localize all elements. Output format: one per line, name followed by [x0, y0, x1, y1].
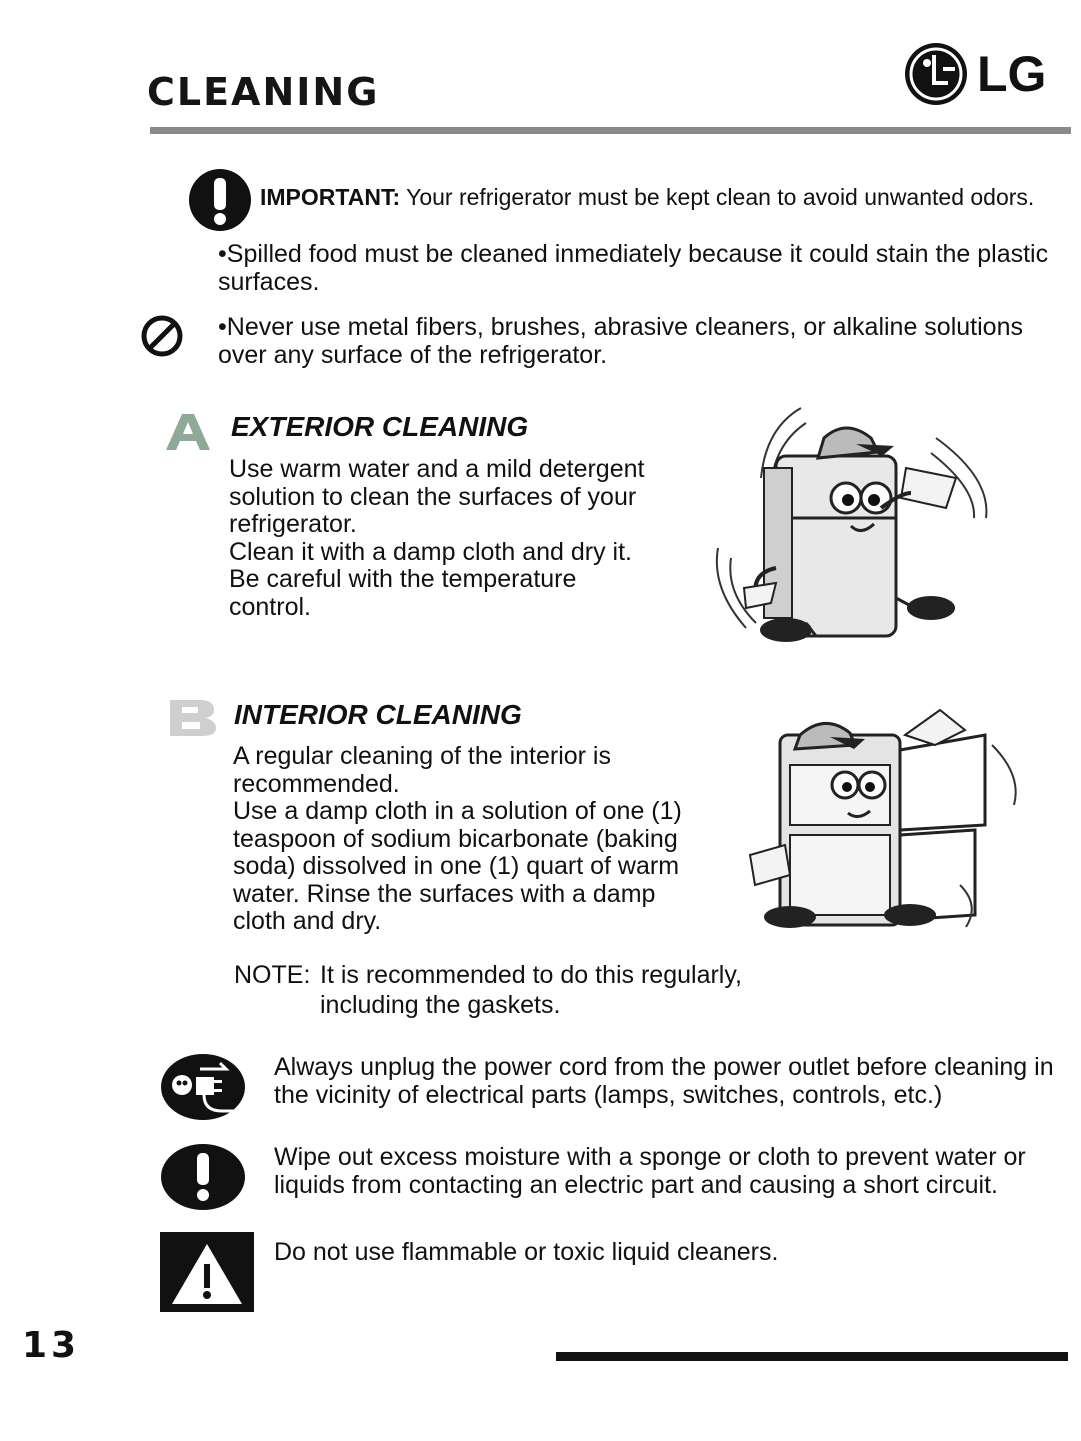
section-b-letter-icon: [166, 698, 218, 736]
body-line: A regular cleaning of the interior is: [233, 742, 611, 770]
page-title: CLEANING: [147, 70, 380, 114]
body-line: Clean it with a damp cloth and dry it.: [229, 537, 632, 566]
bullet-text: Never use metal fibers, brushes, abrasive cleaners, or alkaline solutions over any surface of the refrigerator.: [218, 313, 1023, 369]
bullet-dot: •: [218, 240, 227, 268]
bullet-dot: •: [218, 313, 227, 341]
warning-flammable: [160, 1232, 1060, 1314]
section-title-interior: INTERIOR CLEANING: [234, 699, 522, 730]
important-message: Your refrigerator must be kept clean to avoid unwanted odors.: [406, 184, 1035, 210]
important-callout: [188, 168, 1068, 228]
brand-logo: [903, 38, 1073, 110]
warning-text: Always unplug the power cord from the power outlet before cleaning in the vicinity of electrical parts (lamps, switches, controls, etc.): [274, 1053, 1054, 1109]
fridge-mascot-open-doors-illustration: [730, 705, 1030, 945]
note-line-1: It is recommended to do this regularly,: [320, 961, 742, 989]
lg-face-icon: [903, 41, 969, 107]
warning-triangle-icon: [160, 1232, 254, 1312]
body-line: soda) dissolved in one (1) quart of warm: [233, 852, 680, 880]
important-text: [260, 184, 1034, 211]
bullet-never-use: [218, 313, 1038, 369]
body-line: control.: [229, 592, 311, 621]
body-line: Be careful with the temperature: [229, 565, 577, 593]
warning-text: Wipe out excess moisture with a sponge or cloth to prevent water or liquids from contacting an electric part and causing a short circuit.: [274, 1143, 1026, 1199]
note-line-2: including the gaskets.: [320, 991, 561, 1019]
body-line: solution to clean the surfaces of your: [229, 482, 637, 511]
body-line: teaspoon of sodium bicarbonate (baking: [233, 824, 678, 853]
section-a-letter-icon: [162, 412, 214, 450]
bullet-text: Spilled food must be cleaned inmediately because it could stain the plastic surfaces.: [218, 240, 1049, 296]
warning-text: Do not use flammable or toxic liquid cleaners.: [274, 1238, 779, 1266]
note-label: NOTE:: [234, 961, 311, 989]
note-block: [234, 960, 742, 1020]
exclamation-icon: [160, 1143, 246, 1211]
header-divider: [150, 127, 1071, 134]
brand-wordmark: LG: [977, 46, 1047, 102]
section-title-exterior: EXTERIOR CLEANING: [231, 411, 529, 442]
unplug-icon: [160, 1053, 246, 1121]
body-line: Use warm water and a mild detergent: [229, 455, 645, 483]
body-line: cloth and dry.: [233, 907, 382, 935]
body-line: refrigerator.: [229, 510, 357, 538]
warning-unplug: [160, 1053, 1060, 1123]
page-number: 13: [22, 1325, 81, 1366]
footer-divider: [556, 1352, 1068, 1361]
body-line: recommended.: [233, 769, 400, 798]
body-line: Use a damp cloth in a solution of one (1): [233, 797, 682, 825]
section-body-interior: [233, 743, 703, 936]
body-line: water. Rinse the surfaces with a damp: [233, 879, 656, 908]
prohibited-icon: [138, 312, 186, 360]
bullet-spilled-food: [218, 240, 1058, 296]
section-body-exterior: [229, 456, 699, 621]
exclamation-icon: [188, 168, 252, 232]
important-label: IMPORTANT:: [260, 184, 401, 210]
warning-moisture: [160, 1143, 1060, 1213]
fridge-mascot-wiping-illustration: [706, 398, 996, 660]
